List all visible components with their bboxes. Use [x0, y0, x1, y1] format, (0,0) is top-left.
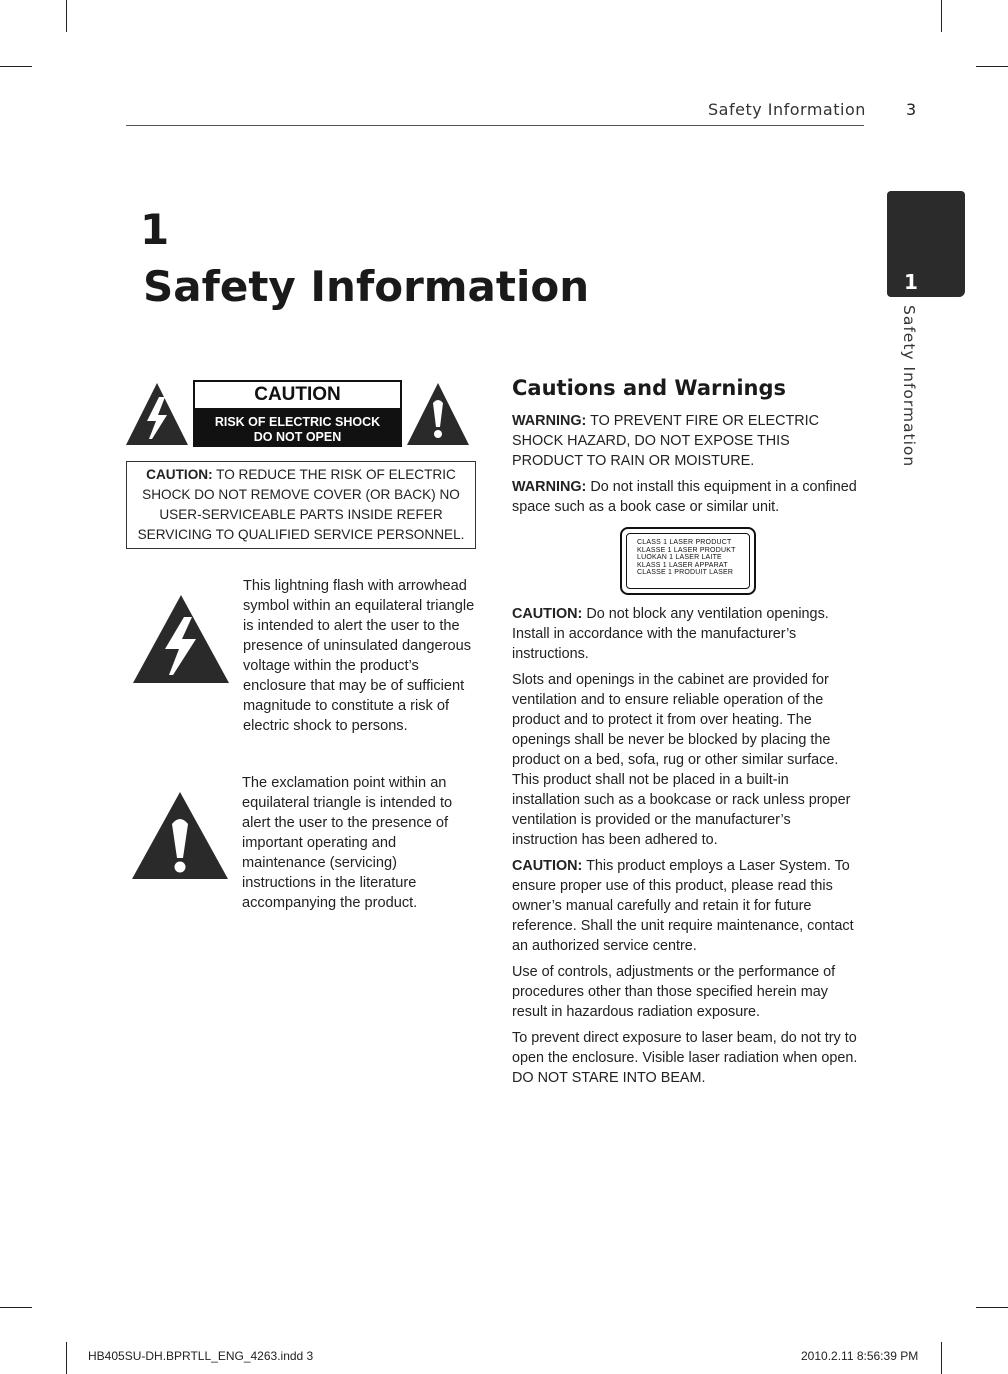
page-number: 3	[906, 100, 917, 119]
exclamation-triangle-icon	[406, 381, 470, 447]
crop-mark	[976, 1307, 1008, 1308]
footer-timestamp: 2010.2.11 8:56:39 PM	[801, 1349, 919, 1363]
crop-mark	[0, 1307, 32, 1308]
laser-label-line: CLASSE 1 PRODUIT LASER	[637, 569, 734, 577]
caution-label-line2: DO NOT OPEN	[253, 430, 342, 444]
laser-product-label	[620, 527, 756, 595]
caution-box-text: TO REDUCE THE RISK OF ELECTRIC SHOCK DO NOT REMOVE COVER (OR BACK) NO USER-SERVICEABLE PARTS INSIDE REFER SERVICING TO QUALIFIED SERVICE PERSONNEL.	[137, 467, 465, 542]
caution-label-line1: RISK OF ELECTRIC SHOCK	[214, 415, 381, 429]
chapter-tab-label: Safety Information	[900, 305, 918, 468]
laser-label-line: LUOKAN 1 LASER LAITE	[637, 554, 722, 562]
caution-box-lead: CAUTION:	[146, 467, 213, 482]
footer-filename: HB405SU-DH.BPRTLL_ENG_4263.indd 3	[88, 1349, 314, 1363]
crop-mark	[0, 66, 32, 67]
warning-lead: WARNING:	[512, 413, 587, 429]
running-header-title: Safety Information	[708, 100, 866, 119]
crop-mark	[976, 66, 1008, 67]
controls-paragraph: Use of controls, adjustments or the performance of procedures other than those specified herein may result in hazardous radiation exposure.	[512, 964, 836, 1020]
warning-paragraph	[512, 411, 860, 471]
warning-lead: WARNING:	[512, 479, 587, 495]
laser-label-line: KLASS 1 LASER APPARAT	[637, 561, 728, 569]
lightning-symbol-description: This lightning flash with arrowhead symbol within an equilateral triangle is intended to alert the user to the presence of uninsulated dangerous voltage within the product’s enclosure that may be of sufficient magnitude to constitute a risk of electric shock to persons.	[243, 578, 475, 734]
exposure-paragraph: To prevent direct exposure to laser beam, do not try to open the enclosure. Visible laser radiation when open. DO NOT STARE INTO BEAM.	[512, 1030, 858, 1086]
crop-mark	[66, 1342, 67, 1374]
exclamation-symbol-description: The exclamation point within an equilateral triangle is intended to alert the user to the presence of important operating and maintenance (servicing) instructions in the literature accompanying the product.	[242, 775, 453, 911]
chapter-number: 1	[140, 205, 170, 254]
caution-label-text	[195, 408, 400, 445]
caution-paragraph	[512, 856, 860, 956]
crop-mark	[941, 0, 942, 32]
caution-label-heading: CAUTION	[195, 382, 400, 408]
caution-text: Do not block any ventilation openings. Install in accordance with the manufacturer’s instructions.	[512, 606, 829, 662]
caution-lead: CAUTION:	[512, 606, 583, 622]
header-rule	[126, 125, 864, 126]
caution-lead: CAUTION:	[512, 858, 583, 874]
chapter-title: Safety Information	[143, 262, 590, 311]
laser-label-line: CLASS 1 LASER PRODUCT	[637, 539, 732, 546]
lightning-triangle-icon	[125, 381, 189, 447]
exclamation-triangle-icon	[131, 790, 229, 881]
laser-label-inner	[626, 533, 750, 589]
crop-mark	[941, 1342, 942, 1374]
caution-label	[193, 380, 402, 447]
chapter-tab-number: 1	[904, 270, 918, 294]
lightning-triangle-icon	[132, 593, 230, 685]
caution-text: This product employs a Laser System. To ensure proper use of this product, please read this owner’s manual carefully and retain it for future reference. Shall the unit require maintenance, contact an authorized service centre.	[512, 858, 854, 954]
warning-paragraph	[512, 477, 860, 517]
caution-paragraph	[512, 604, 860, 664]
caution-box	[126, 461, 476, 549]
warning-text: TO PREVENT FIRE OR ELECTRIC SHOCK HAZARD, DO NOT EXPOSE THIS PRODUCT TO RAIN OR MOISTURE.	[512, 413, 820, 469]
laser-label-line: KLASSE 1 LASER PRODUKT	[637, 546, 736, 554]
crop-mark	[66, 0, 67, 32]
slots-paragraph: Slots and openings in the cabinet are provided for ventilation and to ensure reliable operation of the product and to protect it from over heating. The openings shall be never be blocked by placing the product on a bed, sofa, rug or other similar surface. This product shall not be placed in a built-in installation such as a bookcase or rack unless proper ventilation is provided or the manufacturer’s instruction has been adhered to.	[512, 672, 851, 848]
section-heading: Cautions and Warnings	[512, 376, 786, 400]
warning-text: Do not install this equipment in a confined space such as a book case or similar unit.	[512, 479, 857, 515]
